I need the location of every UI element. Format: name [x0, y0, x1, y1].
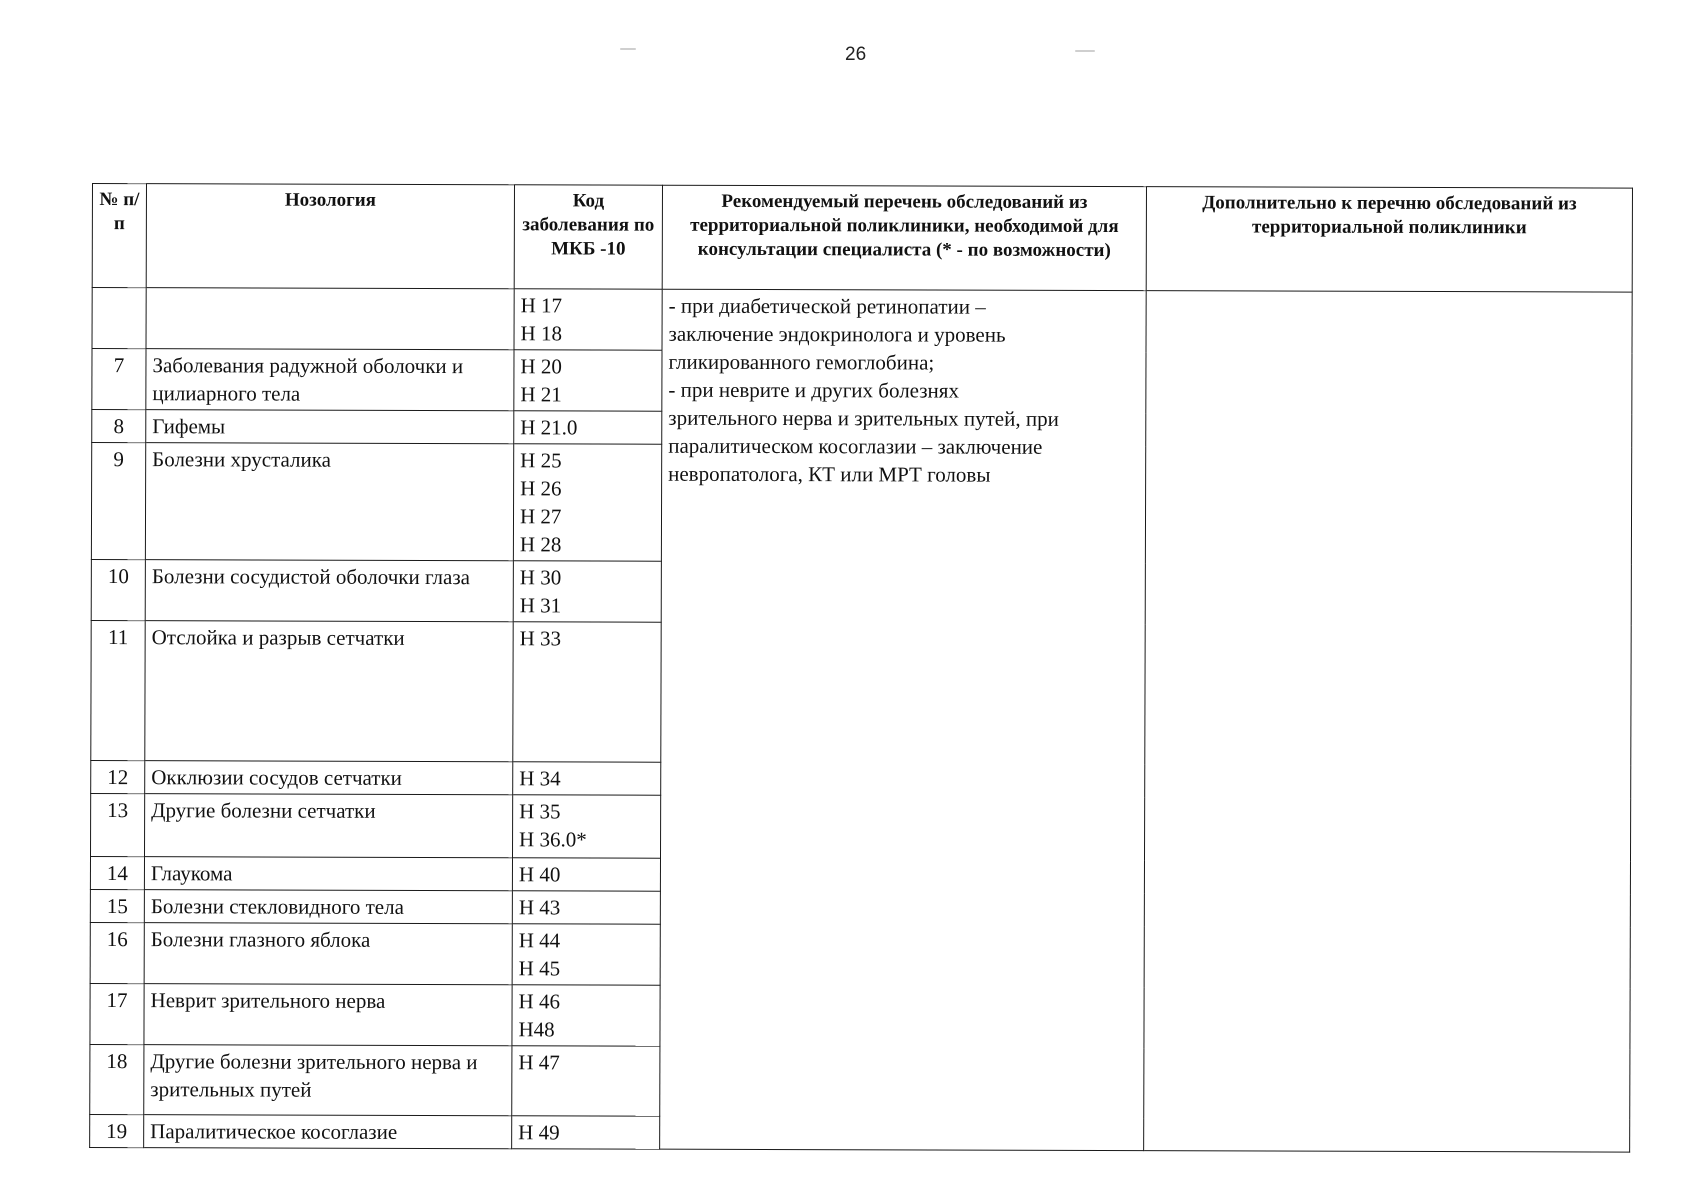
page-number: 26 — [845, 44, 867, 65]
row-nosology: Отслойка и разрыв сетчатки — [145, 621, 513, 762]
recommended-cell — [660, 289, 1147, 1150]
row-num: 8 — [92, 410, 146, 443]
code-value: Н 31 — [519, 593, 562, 618]
recommended-line: - при диабетической ретинопатии – — [668, 293, 986, 319]
recommended-line: зрительного нерва и зрительных путей, при — [668, 405, 1059, 431]
row-codes — [513, 444, 661, 561]
row-nosology: Неврит зрительного нерва — [144, 984, 512, 1046]
row-codes — [513, 762, 661, 795]
code-value: Н 47 — [518, 1050, 560, 1075]
table-row — [92, 288, 1632, 354]
row-num: 14 — [90, 856, 144, 889]
additional-cell — [1144, 291, 1633, 1152]
row-num: 7 — [92, 349, 146, 410]
row-num: 15 — [90, 889, 144, 922]
recommended-line: заключение эндокринолога и уровень — [668, 321, 1006, 347]
code-value: Н 21 — [520, 382, 562, 407]
code-value: Н 40 — [518, 862, 561, 887]
row-nosology: Болезни глазного яблока — [144, 923, 512, 985]
header-nosology: Нозология — [146, 184, 514, 289]
recommended-line: паралитическом косоглазии – заключение — [668, 433, 1043, 459]
row-nosology: Окклюзии сосудов сетчатки — [145, 761, 513, 795]
code-value: Н 27 — [519, 504, 562, 529]
code-value: Н 45 — [518, 956, 561, 981]
row-nosology — [146, 288, 514, 350]
row-num: 16 — [90, 922, 144, 983]
code-value: Н 34 — [519, 766, 561, 791]
row-nosology: Заболевания радужной оболочки и цилиарного тела — [146, 349, 514, 411]
code-value: Н 36.0* — [519, 827, 587, 852]
code-value: Н 49 — [518, 1120, 560, 1145]
recommended-line: гликированного гемоглобина; — [668, 349, 935, 375]
row-nosology: Другие болезни сетчатки — [145, 794, 513, 858]
scan-artifact — [620, 48, 636, 50]
row-num — [92, 288, 146, 349]
row-codes — [512, 795, 660, 858]
header-num: № п/п — [92, 184, 146, 288]
code-value: Н 17 — [520, 293, 563, 318]
code-value: Н48 — [518, 1017, 555, 1042]
code-value: Н 20 — [520, 354, 562, 379]
row-nosology: Паралитическое косоглазие — [144, 1115, 512, 1149]
row-num: 10 — [91, 559, 145, 620]
row-codes — [512, 858, 660, 891]
table-header-row — [92, 184, 1632, 293]
row-codes — [513, 561, 661, 622]
code-value: Н 30 — [519, 565, 562, 590]
row-num: 9 — [91, 443, 145, 560]
header-recommended: Рекомендуемый перечень обследований из территориальной поликлиники, необходимой для консультации специалиста (* - по возможности) — [662, 185, 1146, 290]
row-nosology: Гифемы — [146, 410, 514, 444]
row-num: 13 — [91, 793, 145, 856]
row-nosology: Болезни сосудистой оболочки глаза — [145, 560, 513, 622]
examinations-table — [89, 183, 1633, 1153]
header-additional: Дополнительно к перечню обследований из территориальной поликлиники — [1146, 187, 1632, 292]
row-num: 19 — [90, 1114, 144, 1147]
code-value: Н 28 — [519, 532, 562, 557]
code-value: Н 35 — [519, 799, 561, 824]
row-nosology: Болезни стекловидного тела — [144, 890, 512, 924]
header-code: Код заболевания по МКБ -10 — [514, 185, 662, 289]
row-num: 12 — [91, 760, 145, 793]
row-codes — [514, 411, 662, 444]
row-codes — [512, 924, 660, 985]
code-value: Н 44 — [518, 928, 561, 953]
row-codes — [512, 985, 660, 1046]
scan-artifact — [1075, 50, 1095, 52]
row-num: 18 — [90, 1044, 144, 1114]
code-value: Н 18 — [520, 321, 563, 346]
row-codes — [512, 1116, 660, 1149]
row-codes — [513, 622, 661, 762]
recommended-line: невропатолога, КТ или МРТ головы — [668, 461, 991, 487]
code-value: Н 43 — [518, 895, 561, 920]
code-value: Н 25 — [520, 448, 562, 473]
recommended-line: - при неврите и других болезнях — [668, 377, 960, 403]
row-num: 17 — [90, 983, 144, 1044]
code-value: Н 46 — [518, 989, 561, 1014]
row-codes — [514, 289, 662, 350]
code-value: Н 33 — [519, 626, 562, 651]
code-value: Н 26 — [520, 476, 562, 501]
code-value: Н 21.0 — [520, 415, 578, 440]
row-codes — [514, 350, 662, 411]
row-num: 11 — [91, 620, 145, 760]
row-codes — [512, 891, 660, 924]
row-codes — [512, 1046, 660, 1116]
row-nosology: Другие болезни зрительного нерва и зрительных путей — [144, 1045, 512, 1116]
row-nosology: Глаукома — [144, 857, 512, 891]
row-nosology: Болезни хрусталика — [145, 443, 513, 561]
